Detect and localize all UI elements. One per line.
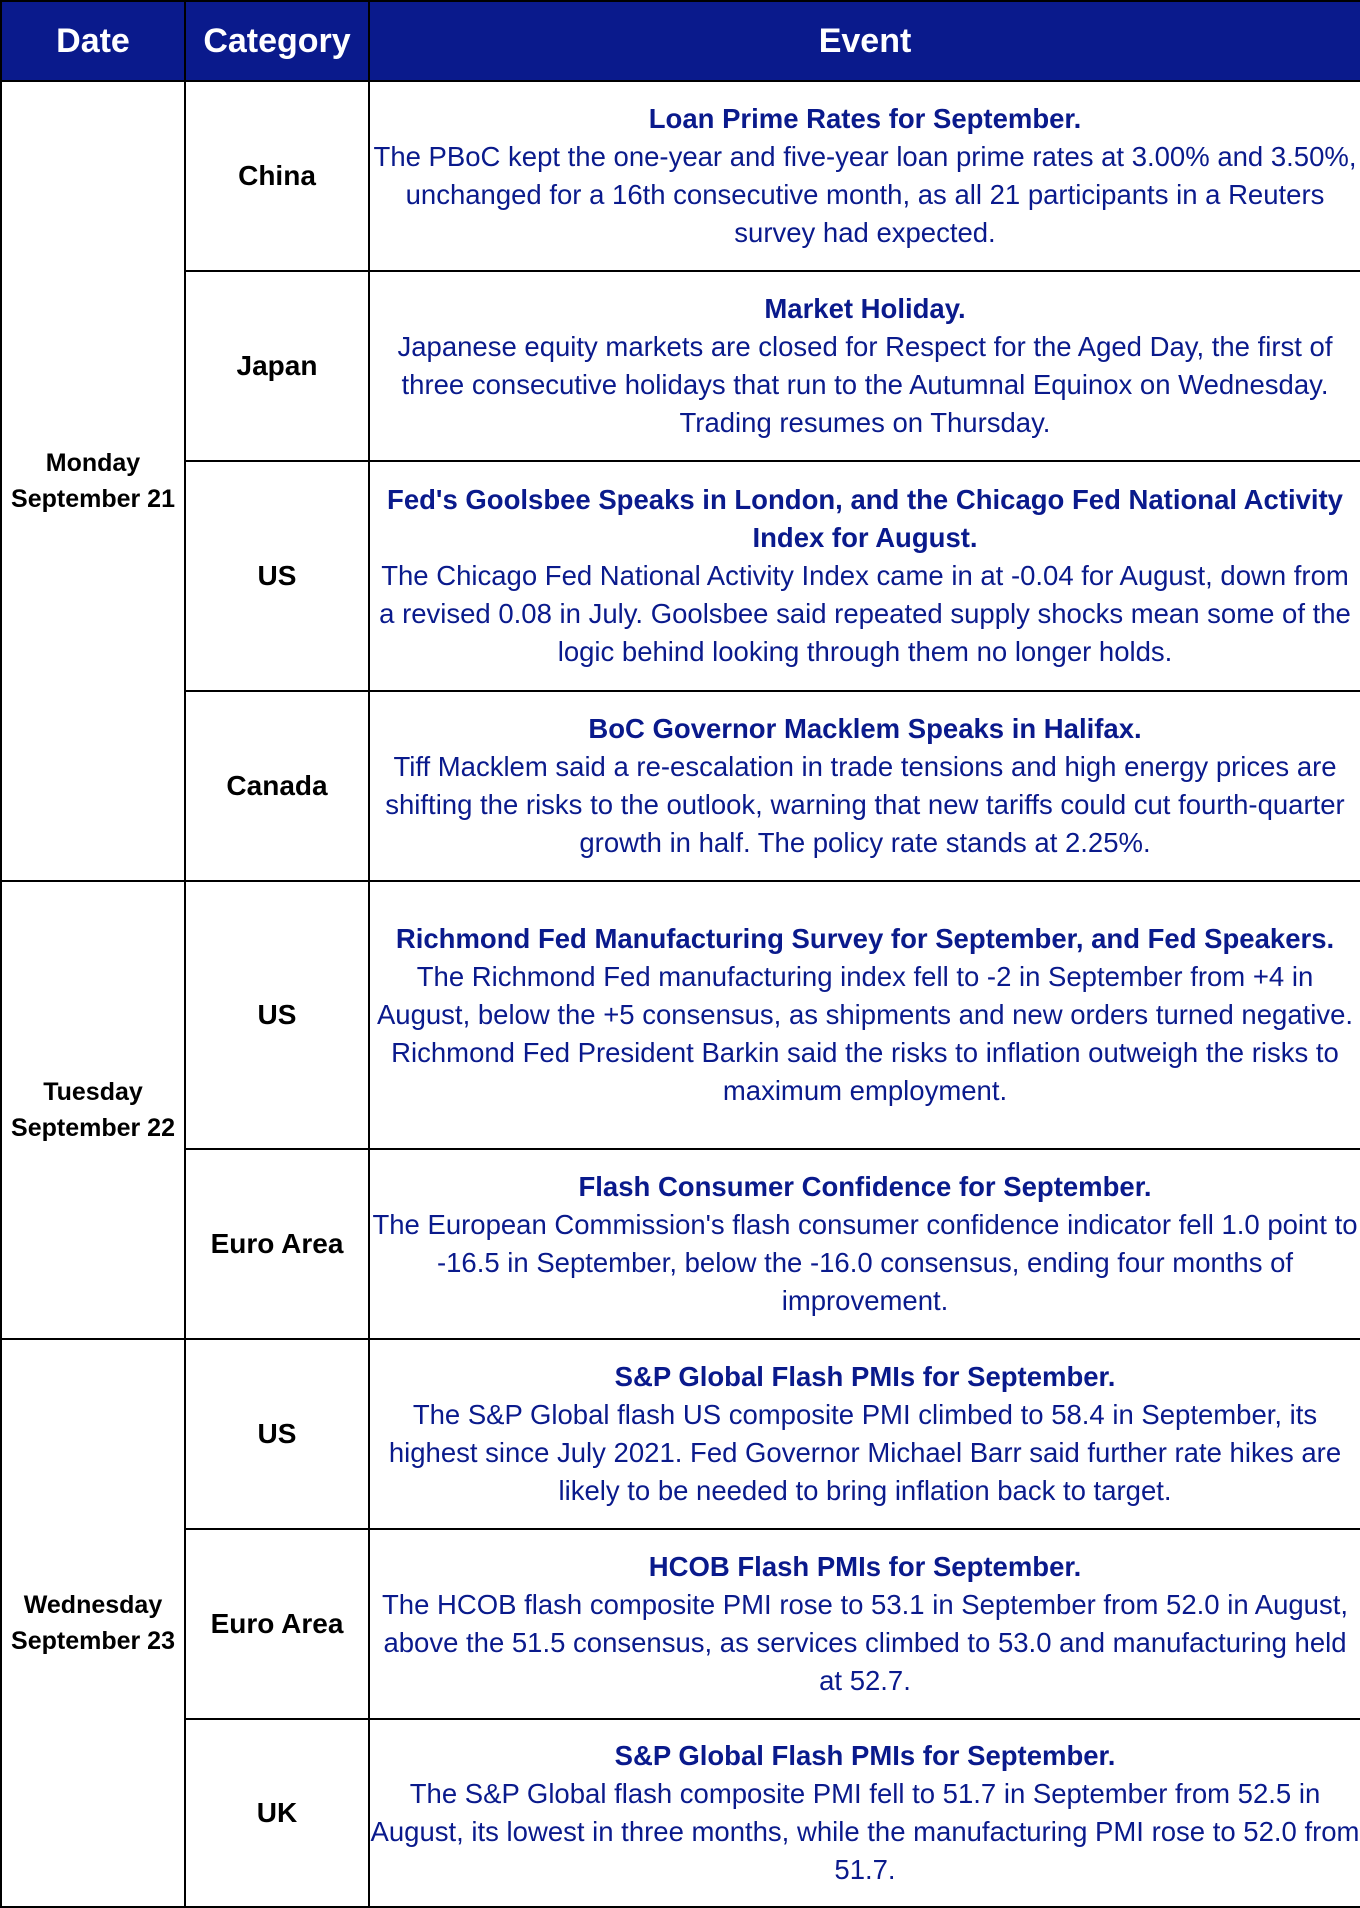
table-row bbox=[1, 271, 1360, 461]
event-title: Flash Consumer Confidence for September. bbox=[578, 1171, 1152, 1202]
day-label: Wednesday bbox=[23, 1591, 163, 1619]
event-cell bbox=[369, 271, 1360, 461]
category-cell: US bbox=[185, 881, 369, 1149]
event-description: The European Commission's flash consumer confidence indicator fell 1.0 point to -16.5 in September, below the -16.0 consensus, ending four months of improvement. bbox=[372, 1209, 1358, 1316]
event-cell bbox=[369, 691, 1360, 881]
date-cell-monday bbox=[1, 81, 185, 881]
event-description: Tiff Macklem said a re-escalation in trade tensions and high energy prices are shifting the risks to the outlook, warning that new tariffs could cut fourth-quarter growth in half. The policy rate stands at 2.25%. bbox=[385, 751, 1345, 858]
category-cell: US bbox=[185, 1339, 369, 1529]
date-label: September 23 bbox=[11, 1627, 175, 1655]
event-cell bbox=[369, 461, 1360, 691]
date-label: September 21 bbox=[11, 485, 175, 513]
event-title: Loan Prime Rates for September. bbox=[648, 103, 1082, 134]
date-label: September 22 bbox=[11, 1114, 175, 1142]
event-title: HCOB Flash PMIs for September. bbox=[648, 1551, 1082, 1582]
table-row bbox=[1, 81, 1360, 271]
category-cell: Canada bbox=[185, 691, 369, 881]
day-label: Monday bbox=[45, 449, 141, 477]
category-cell: Euro Area bbox=[185, 1149, 369, 1339]
header-date: Date bbox=[1, 1, 185, 81]
event-description: Japanese equity markets are closed for Respect for the Aged Day, the first of three consecutive holidays that run to the Autumnal Equinox on Wednesday. Trading resumes on Thursday. bbox=[397, 331, 1333, 438]
table-row bbox=[1, 1529, 1360, 1719]
event-description: The Chicago Fed National Activity Index came in at -0.04 for August, down from a revised 0.08 in July. Goolsbee said repeated supply shocks mean some of the logic behind looking through them no longer holds. bbox=[379, 560, 1351, 667]
table-row bbox=[1, 1719, 1360, 1907]
table-header-row bbox=[1, 1, 1360, 81]
category-cell: Japan bbox=[185, 271, 369, 461]
day-label: Tuesday bbox=[43, 1078, 143, 1106]
category-cell: Euro Area bbox=[185, 1529, 369, 1719]
event-cell bbox=[369, 1529, 1360, 1719]
table-row bbox=[1, 1149, 1360, 1339]
category-cell: US bbox=[185, 461, 369, 691]
event-title: Fed's Goolsbee Speaks in London, and the Chicago Fed National Activity Index for August. bbox=[387, 484, 1343, 553]
event-title: Richmond Fed Manufacturing Survey for September, and Fed Speakers. bbox=[395, 923, 1335, 954]
date-cell-wednesday bbox=[1, 1339, 185, 1907]
table-row bbox=[1, 1339, 1360, 1529]
event-title: S&P Global Flash PMIs for September. bbox=[614, 1361, 1116, 1392]
event-description: The S&P Global flash US composite PMI climbed to 58.4 in September, its highest since July 2021. Fed Governor Michael Barr said further rate hikes are likely to be needed to bring inflation back to target. bbox=[388, 1399, 1342, 1506]
event-cell bbox=[369, 81, 1360, 271]
event-title: S&P Global Flash PMIs for September. bbox=[614, 1740, 1116, 1771]
date-cell-tuesday bbox=[1, 881, 185, 1339]
event-description: The S&P Global flash composite PMI fell to 51.7 in September from 52.5 in August, its lowest in three months, while the manufacturing PMI rose to 52.0 from 51.7. bbox=[370, 1778, 1360, 1885]
event-cell bbox=[369, 1149, 1360, 1339]
category-cell: UK bbox=[185, 1719, 369, 1907]
event-title: BoC Governor Macklem Speaks in Halifax. bbox=[588, 713, 1142, 744]
event-cell bbox=[369, 1719, 1360, 1907]
event-cell bbox=[369, 881, 1360, 1149]
category-cell: China bbox=[185, 81, 369, 271]
event-title: Market Holiday. bbox=[764, 293, 966, 324]
table-row bbox=[1, 881, 1360, 1149]
header-event: Event bbox=[369, 1, 1360, 81]
event-description: The Richmond Fed manufacturing index fell to -2 in September from +4 in August, below the +5 consensus, as shipments and new orders turned negative. Richmond Fed President Barkin said the risks to inflation outweigh the risks to maximum employment. bbox=[376, 961, 1354, 1106]
event-description: The PBoC kept the one-year and five-year loan prime rates at 3.00% and 3.50%, unchanged for a 16th consecutive month, as all 21 participants in a Reuters survey had expected. bbox=[373, 141, 1357, 248]
event-description: The HCOB flash composite PMI rose to 53.1 in September from 52.0 in August, above the 51.5 consensus, as services climbed to 53.0 and manufacturing held at 52.7. bbox=[381, 1589, 1349, 1696]
header-category: Category bbox=[185, 1, 369, 81]
table-row bbox=[1, 691, 1360, 881]
table-row bbox=[1, 461, 1360, 691]
event-cell bbox=[369, 1339, 1360, 1529]
